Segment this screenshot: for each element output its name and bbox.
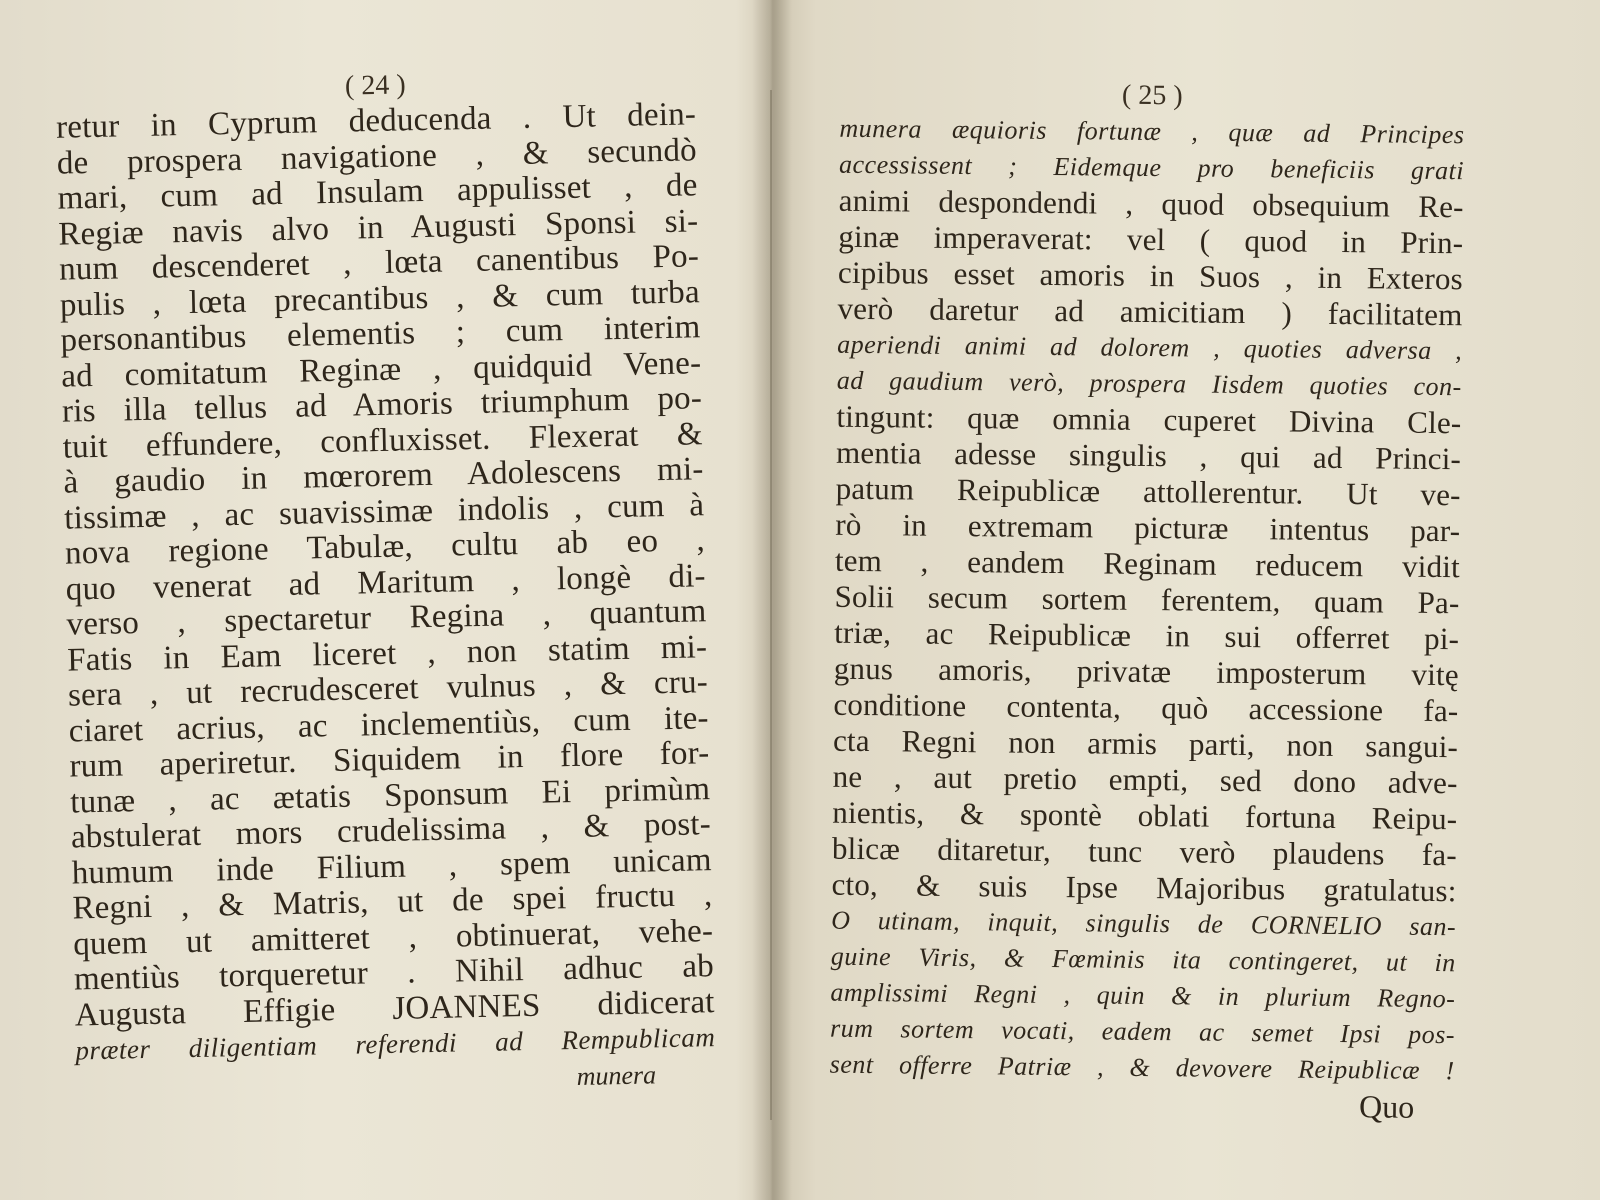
text-line: cta Regni non armis parti, non sangui- xyxy=(832,722,1459,765)
left-catchword: munera xyxy=(576,1059,657,1091)
page-crease xyxy=(770,90,772,1120)
text-line: aperiendi animi ad dolorem , quoties adversa , xyxy=(837,329,1463,366)
text-line: amplissimi Regni , quin & in plurium Regno- xyxy=(830,977,1456,1014)
text-line: rò in extremam picturæ intentus par- xyxy=(835,506,1461,549)
text-line: verso , spectaretur Regina , quantum xyxy=(66,593,707,643)
text-line: personantibus elementis ; cum interim xyxy=(60,309,701,359)
text-line: Solii secum sortem ferentem, quam Pa- xyxy=(834,578,1460,621)
text-line: tunæ , ac ætatis Sponsum Ei primùm xyxy=(69,770,711,821)
right-page-number: ( 25 ) xyxy=(1121,79,1183,112)
text-line: pulis , lœta precantibus , & cum turba xyxy=(59,273,701,324)
text-line: tuit effundere, confluxisset. Flexerat & xyxy=(62,415,704,466)
text-line: rum aperiretur. Siquidem in flore for- xyxy=(69,735,710,785)
text-line: retur in Cyprum deducenda . Ut dein- xyxy=(55,96,697,146)
text-line: humum inde Filium , spem unicam xyxy=(71,841,712,892)
text-line: verò daretur ad amicitiam ) facilitatem xyxy=(837,290,1463,333)
text-line: nova regione Tabulæ, cultu ab eo , xyxy=(64,522,706,572)
text-line: O utinam, inquit, singulis de CORNELIO san- xyxy=(831,905,1457,942)
book-gutter xyxy=(752,0,792,1200)
text-line: de prospera navigatione , & secundò xyxy=(56,131,698,182)
text-line: abstulerat mors crudelissima , & post- xyxy=(70,806,712,856)
right-page xyxy=(829,77,1465,1125)
text-line: mentiùs torqueretur . Nihil adhuc ab xyxy=(73,948,715,998)
text-line: Augusta Effigie JOANNES didicerat xyxy=(74,983,715,1033)
text-line: mentia adesse singulis , qui ad Princi- xyxy=(835,434,1462,477)
text-line: accessissent ; Eidemque pro beneficiis grati xyxy=(838,149,1465,186)
text-line: Regni , & Matris, ut de spei fructu , xyxy=(72,877,713,927)
text-line: sent offerre Patriæ , & devovere Reipublicæ ! xyxy=(829,1049,1455,1086)
text-line: nientis, & spontè oblati fortuna Reipu- xyxy=(832,794,1458,837)
text-line: blicæ ditaretur, tunc verò plaudens fa- xyxy=(831,830,1458,873)
text-line: ginæ imperaverat: vel ( quod in Prin- xyxy=(838,218,1464,261)
left-text-block xyxy=(56,97,716,1069)
text-line: num descenderet , lœta canentibus Po- xyxy=(58,238,700,288)
text-line: tingunt: quæ omnia cuperet Divina Cle- xyxy=(836,398,1462,441)
text-line: ad gaudium verò, prospera Iisdem quoties con- xyxy=(836,365,1462,402)
right-catchword: Quo xyxy=(1358,1088,1415,1125)
text-line: tem , eandem Reginam reducem vidit xyxy=(834,542,1461,585)
text-line: cipibus esset amoris in Suos , in Exteros xyxy=(837,254,1464,297)
text-line: quo venerat ad Maritum , longè di- xyxy=(65,557,707,608)
text-line: ris illa tellus ad Amoris triumphum po- xyxy=(61,380,703,430)
text-line: sera , ut recrudesceret vulnus , & cru- xyxy=(67,664,709,714)
text-line: ad comitatum Reginæ , quidquid Vene- xyxy=(60,344,702,395)
text-line: Regiæ navis alvo in Augusti Sponsi si- xyxy=(57,202,699,253)
text-line: patum Reipublicæ attollerentur. Ut ve- xyxy=(835,470,1461,513)
text-line: animi despondendi , quod obsequium Re- xyxy=(838,182,1464,225)
text-line: conditione contenta, quò accessione fa- xyxy=(833,686,1459,729)
text-line: mari, cum ad Insulam appulisset , de xyxy=(57,167,698,217)
text-line: rum sortem vocati, eadem ac semet Ipsi pos- xyxy=(829,1013,1456,1050)
text-line: triæ, ac Reipublicæ in sui offerret pi- xyxy=(834,614,1460,657)
text-line: ne , aut pretio empti, sed dono adve- xyxy=(832,758,1458,801)
text-line: gnus amoris, privatæ imposterum vitę xyxy=(833,650,1459,693)
text-line: cto, & suis Ipse Majoribus gratulatus: xyxy=(831,866,1457,909)
text-line: tissimæ , ac suavissimæ indolis , cum à xyxy=(63,486,705,537)
text-line: ciaret acrius, ac inclementiùs, cum ite- xyxy=(68,699,710,750)
text-line: guine Viris, & Fœminis ita contingeret, ut in xyxy=(830,941,1456,978)
right-text-block xyxy=(829,111,1464,1089)
left-page-number: ( 24 ) xyxy=(344,69,406,102)
text-line: præter diligentiam referendi ad Rempublicam xyxy=(75,1022,716,1066)
text-line: Fatis in Eam liceret , non statim mi- xyxy=(66,628,708,679)
text-line: quem ut amitteret , obtinuerat, vehe- xyxy=(72,912,714,963)
left-page xyxy=(55,63,716,1105)
text-line: à gaudio in mœrorem Adolescens mi- xyxy=(63,451,704,501)
text-line: munera æquioris fortunæ , quæ ad Principes xyxy=(839,113,1465,150)
